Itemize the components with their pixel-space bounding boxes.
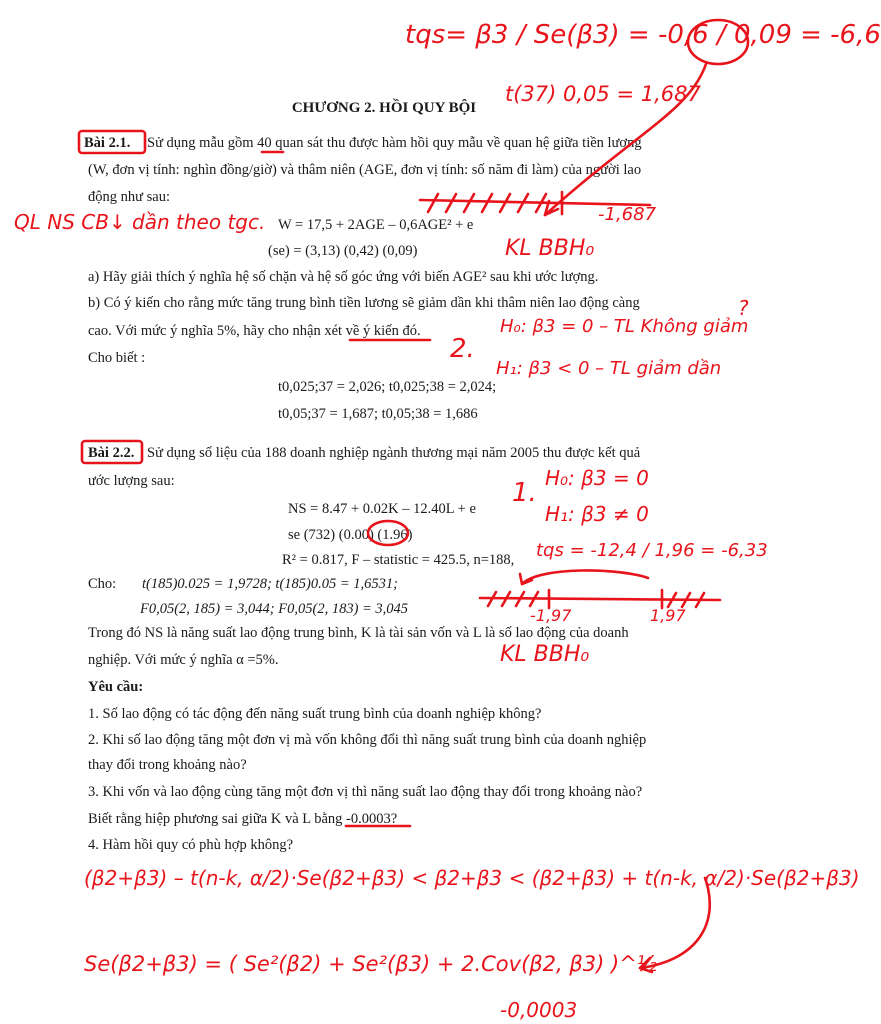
ex2-question-2a: 2. Khi số lao động tăng một đơn vị mà vốn không đổi thì năng suất trung bình của doanh nghiệp xyxy=(88,732,647,748)
ex2-description-2: nghiệp. Với mức ý nghĩa α =5%. xyxy=(88,652,279,668)
ink-h1-top: H₁: β3 < 0 – TL giảm dần xyxy=(496,358,722,379)
ex2-given-f: F0,05(2, 185) = 3,044; F0,05(2, 183) = 3,045 xyxy=(140,601,409,617)
ink-scale-top-value: -1,687 xyxy=(598,204,657,225)
arrow-head-top xyxy=(545,201,558,215)
ex1-line1: Sử dụng mẫu gồm 40 quan sát thu được hàm hồi quy mẫu về quan hệ giữa tiền lương xyxy=(147,135,642,151)
ink-tqs-top: tqs= β3 / Se(β3) = -0,6 / 0,09 = -6,6 xyxy=(405,20,881,50)
ink-h0-top: H₀: β3 = 0 – TL Không giảm xyxy=(500,316,749,337)
ex1-line2: (W, đơn vị tính: nghìn đồng/giờ) và thâm niên (AGE, đơn vị tính: số năm đi làm) của người lao xyxy=(88,162,642,178)
arrow-to-scale-mid xyxy=(522,570,648,584)
ex2-question-1: 1. Số lao động có tác động đến năng suất trung bình của doanh nghiệp không? xyxy=(88,706,542,722)
ex1-t-values-2: t0,05;37 = 1,687; t0,05;38 = 1,686 xyxy=(278,406,478,422)
ink-h0-mid: H₀: β3 = 0 xyxy=(545,466,649,490)
hatching-top xyxy=(428,194,546,212)
ex1-equation: W = 17,5 + 2AGE – 0,6AGE² + e xyxy=(278,217,474,233)
ex1-question-b-line2: cao. Với mức ý nghĩa 5%, hãy cho nhận xét về ý kiến đó. xyxy=(88,323,421,339)
ex2-r-squared: R² = 0.817, F – statistic = 425.5, n=188, xyxy=(282,552,515,568)
ex1-line3: động như sau: xyxy=(88,189,170,205)
ink-margin-conclusion: QL NS CB↓ dần theo tgc. xyxy=(14,210,266,234)
ink-hyp-number-mid: 1. xyxy=(512,478,537,508)
ex1-question-a: a) Hãy giải thích ý nghĩa hệ số chặn và hệ số góc ứng với biến AGE² sau khi ước lượng. xyxy=(88,269,599,285)
ex1-label: Bài 2.1. xyxy=(84,135,131,151)
ink-conclusion-top: KL BBH₀ xyxy=(505,236,595,261)
ex1-standard-errors: (se) = (3,13) (0,42) (0,09) xyxy=(268,243,418,259)
ex2-given-t: t(185)0.025 = 1,9728; t(185)0.05 = 1,6531; xyxy=(142,576,398,592)
ink-question-mark: ? xyxy=(738,296,749,320)
ex1-t-values-1: t0,025;37 = 2,026; t0,025;38 = 2,024; xyxy=(278,379,497,395)
ink-t-critical: t(37) 0,05 = 1,687 xyxy=(505,82,701,106)
ink-covariance-value: -0,0003 xyxy=(500,998,578,1022)
ex2-question-4: 4. Hàm hồi quy có phù hợp không? xyxy=(88,837,294,853)
ink-scale-mid-right: 1,97 xyxy=(650,606,686,625)
ex1-question-b-line1: b) Có ý kiến cho rằng mức tăng trung bình tiền lương sẽ giảm dần khi thâm niên lao động càng xyxy=(88,295,640,311)
ink-hyp-number-top: 2. xyxy=(450,334,475,364)
chapter-title: CHƯƠNG 2. HỒI QUY BỘI xyxy=(291,100,477,116)
ex2-equation: NS = 8.47 + 0.02K – 12.40L + e xyxy=(288,501,476,517)
ink-se-formula: Se(β2+β3) = ( Se²(β2) + Se²(β3) + 2.Cov(β2, β3) )^½ xyxy=(84,952,658,976)
ex2-question-3b: Biết rằng hiệp phương sai giữa K và L bằng -0.0003? xyxy=(88,811,398,827)
ex2-requirements-label: Yêu cầu: xyxy=(88,679,144,695)
ex2-standard-errors: se (732) (0.00) (1.96) xyxy=(288,527,413,543)
ink-h1-mid: H₁: β3 ≠ 0 xyxy=(545,502,649,526)
ink-scale-mid-left: -1,97 xyxy=(530,606,572,625)
ex2-question-2b: thay đổi trong khoảng nào? xyxy=(88,757,247,773)
ink-conclusion-mid: KL BBH₀ xyxy=(500,642,590,667)
ex2-line2: ước lượng sau: xyxy=(88,473,175,489)
ex2-label: Bài 2.2. xyxy=(88,445,135,461)
ink-tqs-mid: tqs = -12,4 / 1,96 = -6,33 xyxy=(536,540,768,561)
ex2-given-label: Cho: xyxy=(88,576,117,592)
ex2-description-1: Trong đó NS là năng suất lao động trung bình, K là tài sản vốn và L là số lao động của doanh xyxy=(88,625,629,641)
arrow-head-mid xyxy=(520,574,532,584)
ex2-line1: Sử dụng số liệu của 188 doanh nghiệp ngành thương mại năm 2005 thu được kết quả xyxy=(147,445,641,461)
ink-interval-formula: (β2+β3) – t(n-k, α/2)·Se(β2+β3) < β2+β3 < (β2+β3) + t(n-k, α/2)·Se(β2+β3) xyxy=(84,866,860,890)
ex2-question-3a: 3. Khi vốn và lao động cùng tăng một đơn vị thì năng suất lao động thay đổi trong khoảng nào? xyxy=(88,784,643,800)
ex1-given-label: Cho biết : xyxy=(88,350,146,366)
hatching-mid xyxy=(488,592,704,607)
scale-line-mid xyxy=(480,598,720,600)
